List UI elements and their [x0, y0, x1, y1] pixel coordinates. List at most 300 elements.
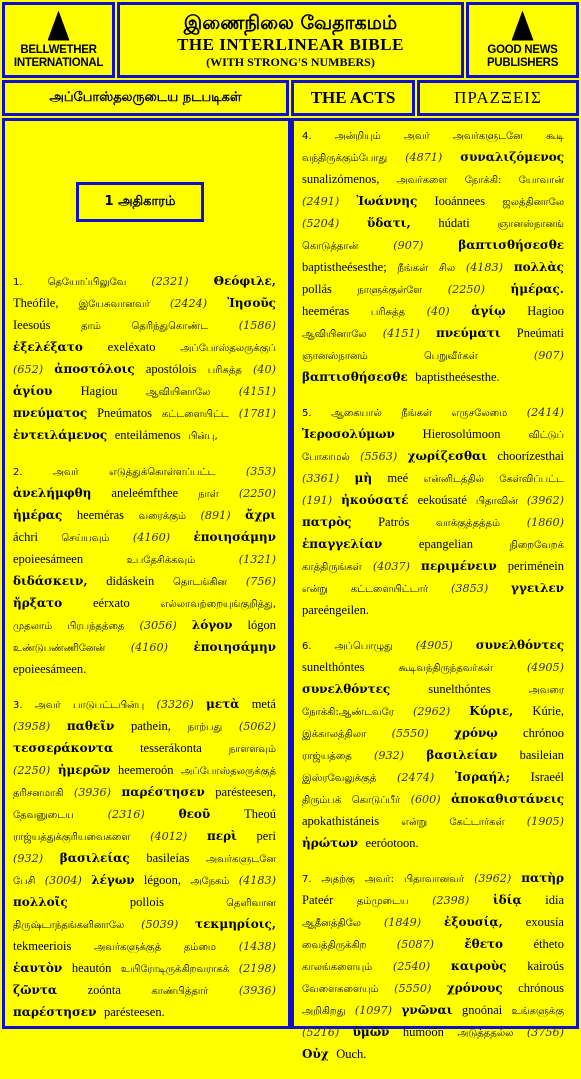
- tamil-word: எல்லாவற்றையுங்குறித்து,: [160, 599, 276, 610]
- greek-word: ἀποστόλοις: [54, 362, 135, 376]
- transliteration: basileías: [146, 851, 190, 865]
- chapter-heading: 1 அதிகாரம்: [76, 182, 204, 222]
- tamil-word: முதலாம்: [13, 621, 53, 632]
- verse: [13, 461, 280, 680]
- strongs-number: (1905): [526, 815, 564, 828]
- strongs-number: (2491): [302, 195, 340, 208]
- tamil-word: கொடுத்தான்: [302, 241, 359, 252]
- transliteration: periménein: [507, 559, 565, 573]
- strongs-number: (5204): [302, 217, 340, 230]
- greek-word: πνεύματι: [436, 326, 501, 340]
- greek-word: Κύριε,: [469, 704, 514, 718]
- greek-word: λόγον: [191, 618, 233, 632]
- strongs-number: (2474): [397, 771, 435, 784]
- greek-word: ἐπαγγελίαν: [302, 537, 383, 551]
- strongs-number: (2321): [151, 275, 189, 288]
- strongs-number: (3326): [156, 698, 194, 711]
- transliteration: idia: [545, 893, 565, 907]
- transliteration: apokathistáneis: [302, 814, 380, 828]
- transliteration: zoónta: [87, 983, 121, 997]
- strongs-number: (2316): [107, 808, 145, 821]
- strongs-number: (5563): [360, 450, 398, 463]
- tamil-word: அறிகிறது: [302, 1006, 346, 1017]
- strongs-number: (3004): [44, 874, 82, 887]
- transliteration: heeméras: [302, 304, 350, 318]
- tamil-word: கட்டளையிட்டார்: [350, 584, 429, 595]
- verse: [302, 868, 568, 1065]
- greek-word: μετὰ: [206, 697, 240, 711]
- book-title-english: THE ACTS: [291, 80, 415, 116]
- greek-word: πολλὰς: [513, 260, 564, 274]
- tamil-word: தரிசனமாகி: [13, 788, 64, 799]
- greek-word: Ἰσραήλ;: [454, 770, 511, 784]
- title-subtitle: (WITH STRONG'S NUMBERS): [206, 55, 375, 69]
- left-verses: [5, 271, 288, 1037]
- tamil-word: கட்டளையிட்ட: [161, 409, 229, 420]
- tamil-word: காத்திருங்கள்: [302, 562, 362, 573]
- tamil-word: ஆவியினாலே: [302, 329, 367, 340]
- greek-word: ἀποκαθιστάνεις: [451, 792, 565, 806]
- bellwether-logo-line2: INTERNATIONAL: [13, 56, 104, 69]
- good-news-logo: [466, 2, 579, 78]
- transliteration: tesserákonta: [140, 741, 202, 755]
- strongs-number: (1321): [238, 553, 276, 566]
- transliteration: chrónoo: [523, 726, 564, 740]
- tamil-word: பிதாவின்: [475, 496, 518, 507]
- strongs-number: (4151): [238, 385, 276, 398]
- greek-word: ἡμέρας: [13, 508, 63, 522]
- tamil-word: என்னிடத்தில்: [423, 474, 484, 485]
- transliteration: peri: [256, 829, 276, 843]
- transliteration: pollás: [302, 282, 332, 296]
- tamil-word: என்று: [401, 817, 428, 828]
- tamil-word: திருஷ்டாந்தங்களினாலே: [13, 920, 125, 931]
- greek-word: γγειλεν: [511, 581, 565, 595]
- transliteration: didáskein: [106, 574, 155, 588]
- tamil-word: உபதேசிக்கவும்: [126, 555, 196, 566]
- tamil-word: போகாமல்: [302, 452, 350, 463]
- transliteration: metá: [251, 697, 276, 711]
- transliteration: Hagioo: [527, 304, 565, 318]
- strongs-number: (5039): [141, 918, 179, 931]
- transliteration: Patrós: [378, 515, 410, 529]
- tamil-word: 1.: [13, 277, 23, 288]
- greek-word: συναλιζόμενος: [460, 150, 565, 164]
- tamil-word: அதற்கு: [321, 874, 355, 885]
- transliteration: baptistheésesthe.: [415, 370, 500, 384]
- transliteration: Theófile,: [13, 296, 59, 310]
- transliteration: meé: [387, 471, 409, 485]
- greek-word: χρόνῳ: [454, 726, 498, 740]
- tamil-word: உண்டுபண்ணினேன்: [13, 643, 106, 654]
- verse: [13, 694, 280, 1023]
- transliteration: Ouch.: [336, 1047, 367, 1061]
- verse: [302, 402, 568, 621]
- greek-word: πνεύματος: [13, 406, 88, 420]
- transliteration: exeléxato: [107, 340, 156, 354]
- transliteration: Pateér: [302, 893, 334, 907]
- greek-word: βασιλείας: [59, 851, 130, 865]
- greek-word: περιμένειν: [421, 559, 497, 573]
- tamil-word: தெயோப்பிலுவே: [47, 277, 127, 288]
- tamil-word: தம்மை: [183, 942, 216, 953]
- tamil-word: அநேகம்: [190, 876, 230, 887]
- strongs-number: (3056): [139, 619, 177, 632]
- greek-word: βασιλείαν: [426, 748, 498, 762]
- strongs-number: (3936): [238, 984, 277, 997]
- transliteration: eérxato: [92, 596, 130, 610]
- tamil-word: 5.: [302, 408, 312, 419]
- transliteration: parésteesen,: [215, 785, 276, 799]
- greek-word: βαπτισθήσεσθε: [458, 238, 565, 252]
- tamil-word: பின்பு,: [188, 431, 218, 442]
- strongs-number: (40): [253, 363, 277, 376]
- tamil-word: 7.: [302, 874, 312, 885]
- tamil-word: ராஜ்யத்துக்குரியவைகளை: [13, 832, 131, 843]
- strongs-number: (1097): [354, 1004, 393, 1017]
- tamil-word: ஞானஸ்நானங்: [497, 219, 564, 230]
- tamil-word: கொடுப்பீர்: [351, 795, 401, 806]
- tamil-word: நீங்கள்: [397, 263, 429, 274]
- strongs-number: (2398): [432, 894, 470, 907]
- tamil-word: தேவனுடைய: [13, 810, 74, 821]
- greek-word: Θεόφιλε,: [213, 274, 276, 288]
- greek-word: χωρίζεσθαι: [407, 449, 488, 463]
- tamil-word: வாக்குத்தத்தம்: [435, 518, 501, 529]
- tamil-word: நாற்பது: [187, 722, 223, 733]
- greek-word: τεκμηρίοις,: [195, 917, 276, 931]
- book-title-greek: ΠΡΑΖΞΕΙΣ: [417, 80, 579, 116]
- greek-word: Ἱεροσολύμων: [302, 427, 395, 441]
- tamil-word: ஆதீனத்திலே: [302, 918, 361, 929]
- tamil-word: பிதாவானவர்: [403, 874, 465, 885]
- greek-word: συνελθόντες: [475, 638, 564, 652]
- greek-word: χρόνους: [446, 981, 503, 995]
- greek-word: ἐποιησάμην: [193, 530, 276, 544]
- tamil-word: பரிசுத்த: [370, 307, 406, 318]
- greek-word: Ἰησοῦς: [227, 296, 276, 310]
- transliteration: sunelthóntes: [428, 682, 491, 696]
- strongs-number: (4905): [415, 639, 453, 652]
- strongs-number: (907): [393, 239, 424, 252]
- transliteration: sunalizómenos,: [302, 172, 380, 186]
- greek-word: ἤρξατο: [13, 596, 63, 610]
- greek-word: μὴ: [354, 471, 373, 485]
- tamil-word: ஆவியினாலே: [145, 387, 211, 398]
- strongs-number: (191): [302, 494, 333, 507]
- tamil-word: ஆகையால்: [331, 408, 382, 419]
- transliteration: Iooánnees: [434, 194, 486, 208]
- greek-word: βαπτισθήσεσθε: [302, 370, 408, 384]
- strongs-number: (3936): [73, 786, 112, 799]
- tamil-word: எடுத்துக்கொள்ளப்பட்ட: [109, 467, 216, 478]
- strongs-number: (891): [200, 509, 231, 522]
- greek-word: διδάσκειν,: [13, 574, 88, 588]
- greek-word: Οὐχ: [302, 1047, 329, 1061]
- verse: [302, 125, 568, 388]
- strongs-number: (3962): [474, 872, 512, 885]
- transliteration: kairoús: [527, 959, 565, 973]
- greek-word: πατρὸς: [302, 515, 352, 529]
- transliteration: sunelthóntes: [302, 660, 365, 674]
- tamil-word: கூடிவந்திருந்தவர்கள்: [398, 663, 493, 674]
- tamil-word: உயிரோடிருக்கிறவராகக்: [121, 964, 230, 975]
- title-block: [117, 2, 464, 78]
- transliteration: parésteesen.: [103, 1005, 165, 1019]
- transliteration: apostólois: [145, 362, 197, 376]
- strongs-number: (4160): [130, 641, 168, 654]
- transliteration: eekoúsaté: [417, 493, 467, 507]
- tamil-word: வேளைகளையும்: [302, 984, 379, 995]
- tamil-word: அன்றியும்: [334, 131, 381, 142]
- right-column: [291, 118, 579, 1061]
- transliteration: heemeroón: [117, 763, 174, 777]
- tamil-word: திரும்பக்: [302, 795, 342, 806]
- tamil-word: பரிசுத்த: [207, 365, 242, 376]
- tamil-word: விட்டுப்: [528, 430, 565, 441]
- transliteration: choorízesthai: [497, 449, 565, 463]
- tamil-word: அவர்:: [364, 874, 394, 885]
- tamil-word: நாள்: [198, 489, 219, 500]
- strongs-number: (5087): [396, 938, 434, 951]
- transliteration: basileian: [519, 748, 565, 762]
- greek-word: ἰδίᾳ: [492, 893, 522, 907]
- greek-word: παρέστησεν: [13, 1005, 97, 1019]
- tamil-word: ஜலத்தினாலே: [502, 197, 564, 208]
- strongs-number: (1849): [383, 916, 422, 929]
- strongs-number: (353): [245, 465, 277, 478]
- tamil-word: தெரிந்துகொண்ட: [131, 321, 209, 332]
- tamil-word: அவர்: [34, 700, 61, 711]
- greek-word: ἄχρι: [245, 508, 277, 522]
- strongs-number: (3958): [13, 720, 51, 733]
- transliteration: Hierosolúmoon: [422, 427, 501, 441]
- transliteration: pareéngeilen.: [302, 603, 369, 617]
- tamil-word: 2.: [13, 467, 23, 478]
- tamil-word: அவர்களுடனே: [206, 854, 276, 865]
- title-english: THE INTERLINEAR BIBLE: [177, 35, 404, 54]
- strongs-number: (907): [533, 349, 565, 362]
- transliteration: aneleémfthee: [111, 486, 179, 500]
- strongs-number: (932): [374, 749, 405, 762]
- greek-word: ὕδατι,: [367, 216, 411, 230]
- strongs-number: (3962): [526, 494, 565, 507]
- tamil-word: ராஜ்யத்தை: [302, 751, 352, 762]
- transliteration: enteilámenos: [114, 428, 181, 442]
- greek-word: ἁγίῳ: [471, 304, 506, 318]
- tamil-word: அப்பொழுது: [334, 641, 393, 652]
- tamil-word: தாம்: [81, 321, 101, 332]
- strongs-number: (2414): [526, 406, 564, 419]
- tamil-word: அவர்களுடனே: [452, 131, 523, 142]
- transliteration: áchri: [13, 530, 38, 544]
- strongs-number: (5550): [394, 982, 432, 995]
- transliteration: pollois: [129, 895, 164, 909]
- strongs-number: (2250): [447, 283, 485, 296]
- tamil-word: நாளுக்குள்ளே: [357, 285, 423, 296]
- strongs-number: (2424): [169, 297, 208, 310]
- transliteration: epangelian: [418, 537, 473, 551]
- transliteration: Pneúmatos: [97, 406, 152, 420]
- tamil-word: கேள்விப்பட்ட: [499, 474, 564, 485]
- tamil-word: நாளளவும்: [228, 744, 276, 755]
- tamil-word: பாடுபட்டபின்பு: [73, 700, 145, 711]
- transliteration: étheto: [533, 937, 564, 951]
- strongs-number: (2198): [238, 962, 276, 975]
- strongs-number: (5550): [391, 727, 429, 740]
- greek-word: πατὴρ: [521, 871, 565, 885]
- tamil-word: 6.: [302, 641, 312, 652]
- tamil-word: வரைக்கும்: [138, 511, 187, 522]
- greek-word: καιροὺς: [450, 959, 507, 973]
- tamil-word: தம்முடைய: [356, 896, 409, 907]
- greek-word: τεσσεράκοντα: [13, 741, 114, 755]
- greek-word: ἠρώτων: [302, 836, 358, 850]
- tamil-word: 3.: [13, 700, 23, 711]
- tamil-word: காண்பித்தார்: [151, 986, 209, 997]
- transliteration: chrónous: [518, 981, 564, 995]
- transliteration: heeméras: [76, 508, 125, 522]
- bellwether-logo-line1: BELLWETHER: [20, 43, 97, 56]
- tamil-word: கூடி: [545, 131, 564, 142]
- transliteration: humoón: [402, 1025, 444, 1039]
- transliteration: gnoónai: [461, 1003, 503, 1017]
- tamil-word: அவரை: [528, 685, 564, 696]
- tamil-word: நிறைவேறக்: [509, 540, 564, 551]
- tamil-word: நீங்கள்: [401, 408, 432, 419]
- tamil-word: வந்திருக்கும்போது: [302, 153, 388, 164]
- greek-word: παθεῖν: [66, 719, 115, 733]
- strongs-number: (932): [13, 852, 44, 865]
- transliteration: pathein,: [131, 719, 171, 733]
- transliteration: Israeél: [530, 770, 564, 784]
- good-news-mark-icon: [512, 11, 534, 41]
- transliteration: Kúrie,: [532, 704, 565, 718]
- strongs-number: (652): [13, 363, 44, 376]
- bellwether-logo: [2, 2, 115, 78]
- strongs-number: (4037): [372, 560, 411, 573]
- greek-word: συνελθόντες: [302, 682, 391, 696]
- greek-word: λέγων: [91, 873, 135, 887]
- strongs-number: (2250): [13, 764, 51, 777]
- strongs-number: (3853): [450, 582, 489, 595]
- transliteration: epoieesámeen.: [13, 662, 87, 676]
- greek-word: παρέστησεν: [121, 785, 205, 799]
- transliteration: heautón: [71, 961, 112, 975]
- tamil-word: நோக்கி:ஆண்டவரே: [302, 707, 394, 718]
- strongs-number: (3361): [302, 472, 340, 485]
- strongs-number: (4012): [150, 830, 188, 843]
- strongs-number: (756): [245, 575, 276, 588]
- tamil-word: பிரபந்தத்தை: [67, 621, 125, 632]
- tamil-word: தெளிவான: [226, 898, 276, 909]
- strongs-number: (4183): [238, 874, 276, 887]
- greek-word: ἐντειλάμενος: [13, 428, 108, 442]
- transliteration: eeróotoon.: [365, 836, 419, 850]
- strongs-number: (1586): [238, 319, 276, 332]
- tamil-word: செய்யவும்: [61, 533, 110, 544]
- strongs-number: (4151): [382, 327, 420, 340]
- tamil-word: 4.: [302, 131, 312, 142]
- greek-word: Ἰωάννης: [356, 194, 418, 208]
- strongs-number: (2962): [412, 705, 451, 718]
- strongs-number: (2250): [238, 487, 277, 500]
- strongs-number: (600): [410, 793, 441, 806]
- left-column: [2, 118, 291, 1029]
- strongs-number: (3756): [526, 1026, 565, 1039]
- tamil-word: பேசி: [13, 876, 36, 887]
- transliteration: tekmeeriois: [13, 939, 72, 953]
- tamil-word: பெறுவீர்கள்: [423, 351, 478, 362]
- transliteration: lógon: [247, 618, 277, 632]
- strongs-number: (1781): [238, 407, 276, 420]
- greek-word: ἁγίου: [13, 384, 53, 398]
- tamil-word: இஸ்ரவேலுக்குத்: [302, 773, 377, 784]
- tamil-word: யோவான்: [518, 175, 565, 186]
- strongs-number: (5216): [302, 1026, 340, 1039]
- tamil-word: உங்களுக்கு: [511, 1006, 565, 1017]
- greek-word: πολλοῖς: [13, 895, 68, 909]
- strongs-number: (4183): [465, 261, 504, 274]
- good-news-logo-line1: GOOD NEWS: [487, 43, 558, 56]
- strongs-number: (4905): [526, 661, 565, 674]
- transliteration: húdati: [438, 216, 470, 230]
- strongs-number: (4160): [132, 531, 171, 544]
- transliteration: Theoú: [244, 807, 276, 821]
- good-news-logo-line2: PUBLISHERS: [486, 56, 559, 69]
- transliteration: Hagiou: [80, 384, 118, 398]
- right-verses: [294, 125, 576, 1079]
- greek-word: ἐξουσίᾳ,: [444, 915, 503, 929]
- strongs-number: (1438): [238, 940, 276, 953]
- strongs-number: (4871): [405, 151, 443, 164]
- tamil-word: அப்போஸ்தலருக்குப்: [180, 343, 276, 354]
- transliteration: Pneúmati: [516, 326, 564, 340]
- greek-word: ἐξελέξατο: [13, 340, 83, 354]
- greek-word: ἔθετο: [464, 937, 504, 951]
- tamil-word: அவர்: [52, 467, 79, 478]
- tamil-word: நோக்கி:: [464, 175, 502, 186]
- strongs-number: (40): [426, 305, 450, 318]
- tamil-word: ஞானஸ்நானம்: [302, 351, 368, 362]
- tamil-word: இக்காலத்திலா: [302, 729, 367, 740]
- bellwether-mark-icon: [48, 11, 70, 41]
- transliteration: baptistheésesthe;: [302, 260, 387, 274]
- book-title-tamil: அப்போஸ்தலருடைய நடபடிகள்: [2, 80, 289, 116]
- strongs-number: (5062): [238, 720, 277, 733]
- tamil-word: காலங்களையும்: [302, 962, 373, 973]
- greek-word: ἑαυτὸν: [13, 961, 63, 975]
- greek-word: περὶ: [206, 829, 237, 843]
- tamil-word: அவர்களுக்குத்: [94, 942, 162, 953]
- tamil-word: அடுத்ததல்ல: [457, 1028, 514, 1039]
- title-tamil: இணைநிலை வேதாகமம்: [183, 12, 398, 34]
- tamil-word: இயேசுவானவர்: [78, 299, 150, 310]
- greek-word: ζῶντα: [13, 983, 58, 997]
- tamil-word: அவர்: [403, 131, 430, 142]
- transliteration: epoieesámeen: [13, 552, 84, 566]
- strongs-number: (2540): [392, 960, 431, 973]
- tamil-word: எருசலேமை: [451, 408, 508, 419]
- tamil-word: அப்போஸ்தலருக்குத்: [181, 766, 276, 777]
- tamil-word: சில: [438, 263, 456, 274]
- verse: [13, 271, 280, 447]
- tamil-word: என்று: [302, 584, 328, 595]
- greek-word: ἐποιησάμην: [193, 640, 276, 654]
- strongs-number: (1860): [526, 516, 564, 529]
- greek-word: γνῶναι: [401, 1003, 453, 1017]
- greek-word: ἠκούσατέ: [341, 493, 409, 507]
